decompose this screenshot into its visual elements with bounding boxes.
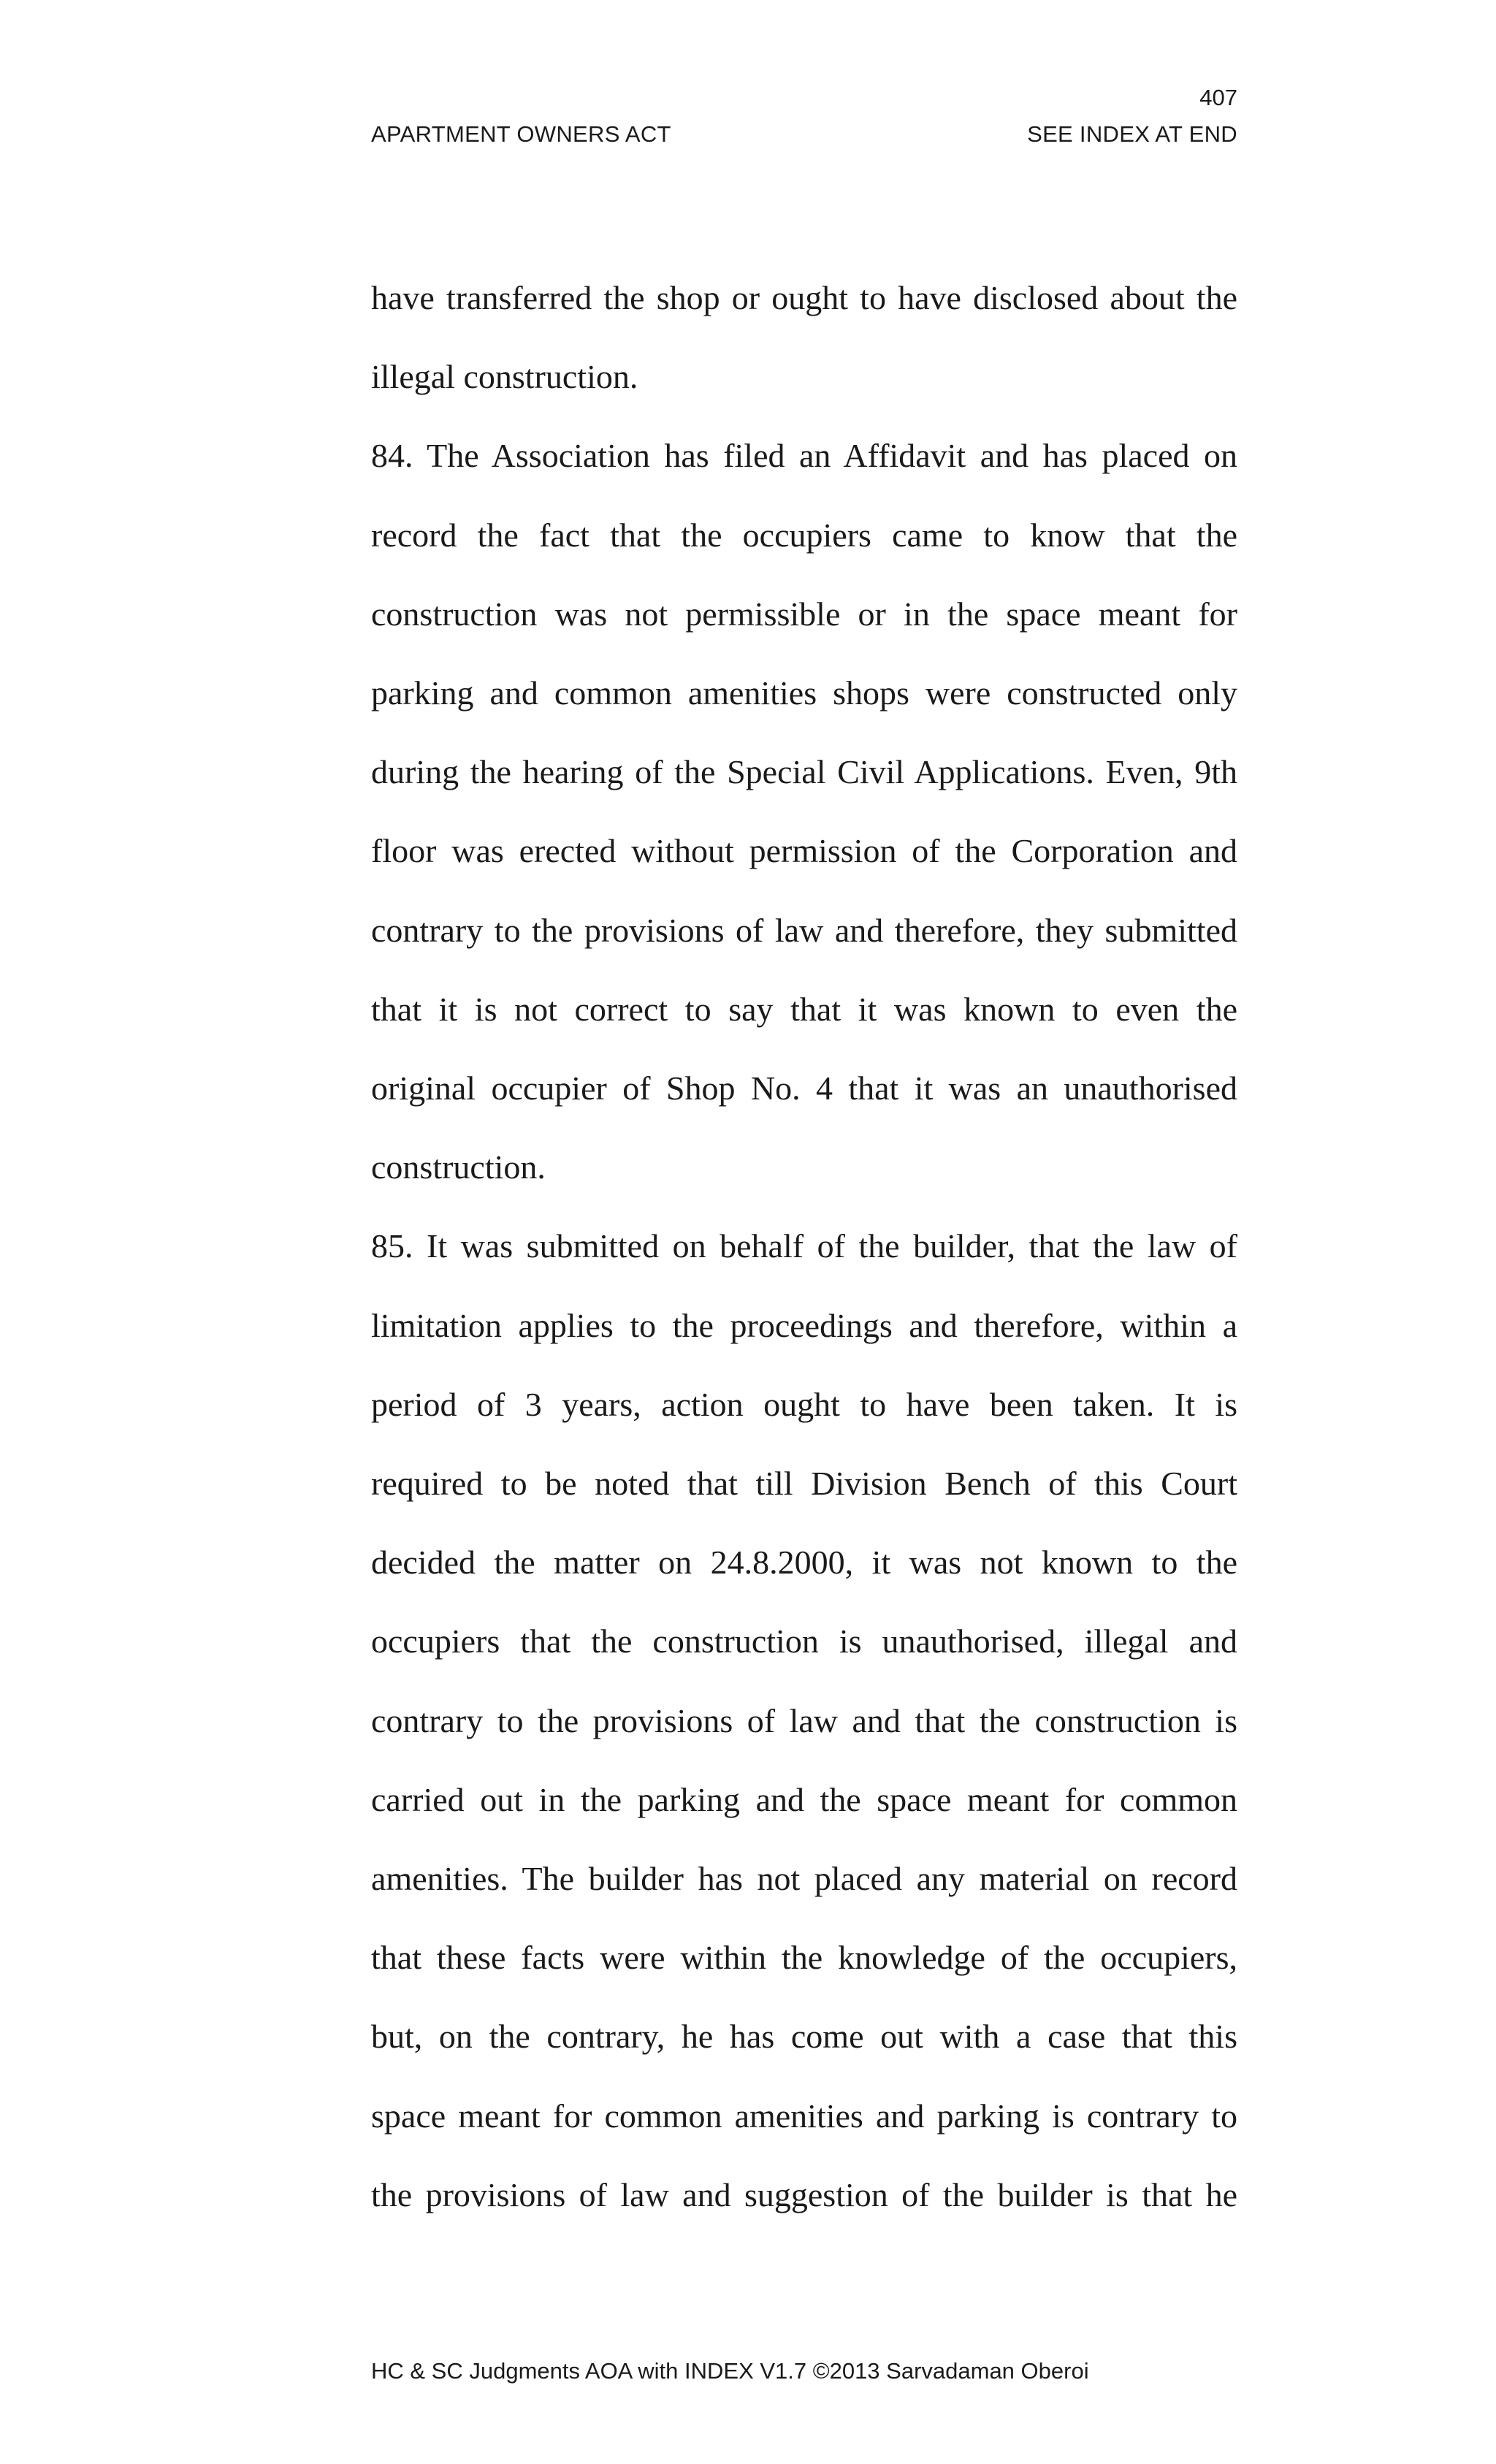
text-line: required to be noted that till Division Bench of this Court xyxy=(371,1465,1237,1503)
judgment-text xyxy=(371,259,1237,2235)
text-line: that these facts were within the knowledge of the occupiers, xyxy=(371,1939,1237,1977)
text-line: during the hearing of the Special Civil Applications. Even, 9th xyxy=(371,753,1237,791)
header-index-note: SEE INDEX AT END xyxy=(1027,121,1237,147)
footer-copyright: HC & SC Judgments AOA with INDEX V1.7 ©2013 Sarvadaman Oberoi xyxy=(371,2358,1089,2384)
text-line: limitation applies to the proceedings and therefore, within a xyxy=(371,1306,1237,1344)
text-line: that it is not correct to say that it was known to even the xyxy=(371,990,1237,1028)
text-line: contrary to the provisions of law and therefore, they submitted xyxy=(371,911,1237,949)
text-line: occupiers that the construction is unauthorised, illegal and xyxy=(371,1622,1237,1660)
text-line: construction was not permissible or in the space meant for xyxy=(371,595,1237,633)
text-line: construction. xyxy=(371,1148,546,1186)
text-line: decided the matter on 24.8.2000, it was not known to the xyxy=(371,1544,1237,1582)
text-line: 85. It was submitted on behalf of the builder, that the law of xyxy=(371,1227,1237,1265)
running-header xyxy=(371,123,1237,145)
text-line: period of 3 years, action ought to have been taken. It is xyxy=(371,1385,1237,1423)
text-line: 84. The Association has filed an Affidavit and has placed on xyxy=(371,437,1237,475)
text-line: carried out in the parking and the space meant for common xyxy=(371,1780,1237,1818)
text-line: illegal construction. xyxy=(371,358,638,396)
page-number: 407 xyxy=(1199,85,1237,110)
text-line: space meant for common amenities and parking is contrary to xyxy=(371,2097,1237,2135)
text-line: parking and common amenities shops were constructed only xyxy=(371,674,1237,712)
text-line: original occupier of Shop No. 4 that it was an unauthorised xyxy=(371,1069,1237,1107)
text-line: contrary to the provisions of law and that the construction is xyxy=(371,1701,1237,1739)
text-line: have transferred the shop or ought to have disclosed about the xyxy=(371,279,1237,316)
text-line: floor was erected without permission of the Corporation and xyxy=(371,832,1237,870)
text-line: amenities. The builder has not placed any material on record xyxy=(371,1860,1237,1898)
text-line: record the fact that the occupiers came to know that the xyxy=(371,516,1237,554)
text-line: the provisions of law and suggestion of the builder is that he xyxy=(371,2175,1237,2213)
header-title: APARTMENT OWNERS ACT xyxy=(371,121,671,147)
text-line: but, on the contrary, he has come out with a case that this xyxy=(371,2018,1237,2056)
